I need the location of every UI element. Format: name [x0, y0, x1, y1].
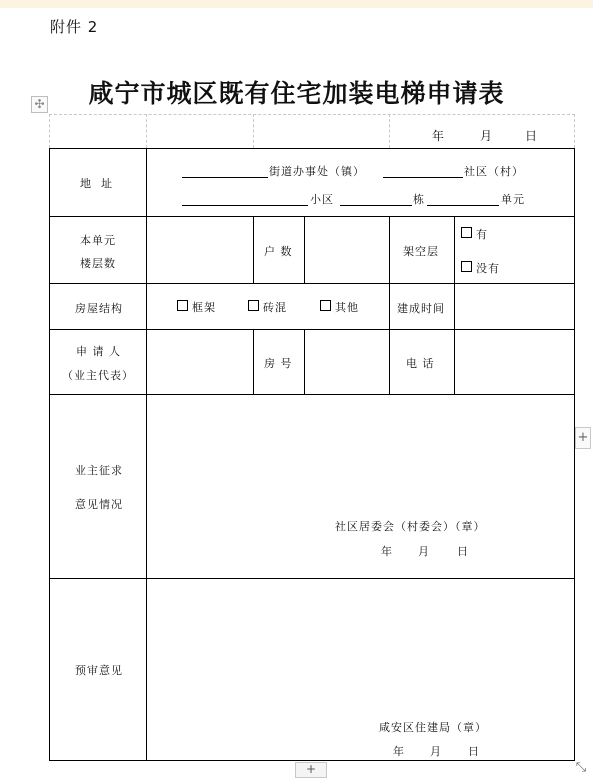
- community-label: 社区（村）: [464, 165, 524, 178]
- frame-label: 框架: [192, 301, 216, 314]
- brick-concrete-checkbox[interactable]: [248, 300, 259, 311]
- add-row-plus-icon[interactable]: +: [295, 762, 327, 778]
- form-title: 咸宁市城区既有住宅加装电梯申请表: [88, 79, 505, 108]
- estate-label: 小区: [310, 193, 334, 206]
- room-number-label: 房 号: [264, 357, 293, 370]
- gridline: [49, 114, 575, 115]
- overhead-no-checkbox[interactable]: [461, 261, 472, 272]
- column-divider: [454, 216, 455, 284]
- unit-label: 单元: [501, 193, 525, 206]
- column-divider: [253, 216, 254, 284]
- floor-count-label-line1: 本单元: [80, 234, 116, 247]
- row-divider: [49, 283, 575, 284]
- housing-bureau-seal: 咸安区住建局（章）: [379, 721, 487, 734]
- phone-label: 电 话: [406, 357, 435, 370]
- gridline: [574, 114, 575, 148]
- preliminary-review-label: 预审意见: [75, 664, 123, 677]
- community-blank[interactable]: [383, 177, 463, 178]
- applicant-sublabel: （业主代表）: [62, 369, 134, 382]
- attachment-label: 附件 2: [50, 18, 99, 36]
- column-divider: [146, 148, 147, 760]
- gridline: [49, 114, 50, 148]
- table-move-handle-icon[interactable]: ✣: [31, 96, 48, 113]
- table-border-right: [574, 148, 575, 761]
- column-divider: [454, 283, 455, 330]
- frame-checkbox[interactable]: [177, 300, 188, 311]
- preliminary-day: 日: [468, 745, 480, 758]
- overhead-yes-checkbox[interactable]: [461, 227, 472, 238]
- unit-blank[interactable]: [427, 205, 499, 206]
- applicant-label: 申 请 人: [76, 345, 121, 358]
- households-label: 户 数: [264, 245, 293, 258]
- column-divider: [304, 216, 305, 284]
- table-resize-icon[interactable]: ⤡: [575, 760, 587, 775]
- overhead-yes-label: 有: [476, 228, 488, 241]
- column-divider: [389, 216, 390, 284]
- other-structure-checkbox[interactable]: [320, 300, 331, 311]
- floor-count-label-line2: 楼层数: [80, 257, 116, 270]
- table-border-bottom: [49, 760, 575, 761]
- date-month-label: 月: [480, 129, 494, 143]
- community-committee-seal: 社区居委会（村委会）（章）: [335, 520, 486, 533]
- brick-concrete-label: 砖混: [263, 301, 287, 314]
- gridline: [389, 114, 390, 148]
- date-day-label: 日: [525, 129, 539, 143]
- owners-opinion-label-line1: 业主征求: [75, 464, 123, 477]
- preliminary-month: 月: [430, 745, 442, 758]
- building-label: 栋: [413, 193, 425, 206]
- table-border-left: [49, 148, 50, 761]
- owners-opinion-label-line2: 意见情况: [75, 498, 123, 511]
- row-divider: [49, 329, 575, 330]
- address-label: 地 址: [80, 177, 113, 190]
- add-column-plus-icon[interactable]: +: [575, 427, 591, 449]
- estate-blank[interactable]: [182, 205, 308, 206]
- row-divider: [49, 578, 575, 579]
- date-year-label: 年: [432, 129, 446, 143]
- owners-opinion-day: 日: [457, 545, 469, 558]
- row-divider: [49, 394, 575, 395]
- overhead-no-label: 没有: [476, 262, 500, 275]
- column-divider: [389, 329, 390, 395]
- column-divider: [389, 283, 390, 330]
- table-border-top: [49, 148, 575, 149]
- building-blank[interactable]: [340, 205, 412, 206]
- top-background-band: [0, 0, 593, 8]
- subdistrict-label: 街道办事处（镇）: [269, 165, 365, 178]
- structure-label: 房屋结构: [75, 302, 123, 315]
- subdistrict-blank[interactable]: [182, 177, 268, 178]
- column-divider: [253, 329, 254, 395]
- column-divider: [304, 329, 305, 395]
- build-time-label: 建成时间: [397, 302, 445, 315]
- column-divider: [454, 329, 455, 395]
- gridline: [146, 114, 147, 148]
- row-divider: [49, 216, 575, 217]
- other-structure-label: 其他: [335, 301, 359, 314]
- overhead-floor-label: 架空层: [403, 245, 439, 258]
- owners-opinion-month: 月: [418, 545, 430, 558]
- preliminary-year: 年: [393, 745, 405, 758]
- gridline: [253, 114, 254, 148]
- owners-opinion-year: 年: [381, 545, 393, 558]
